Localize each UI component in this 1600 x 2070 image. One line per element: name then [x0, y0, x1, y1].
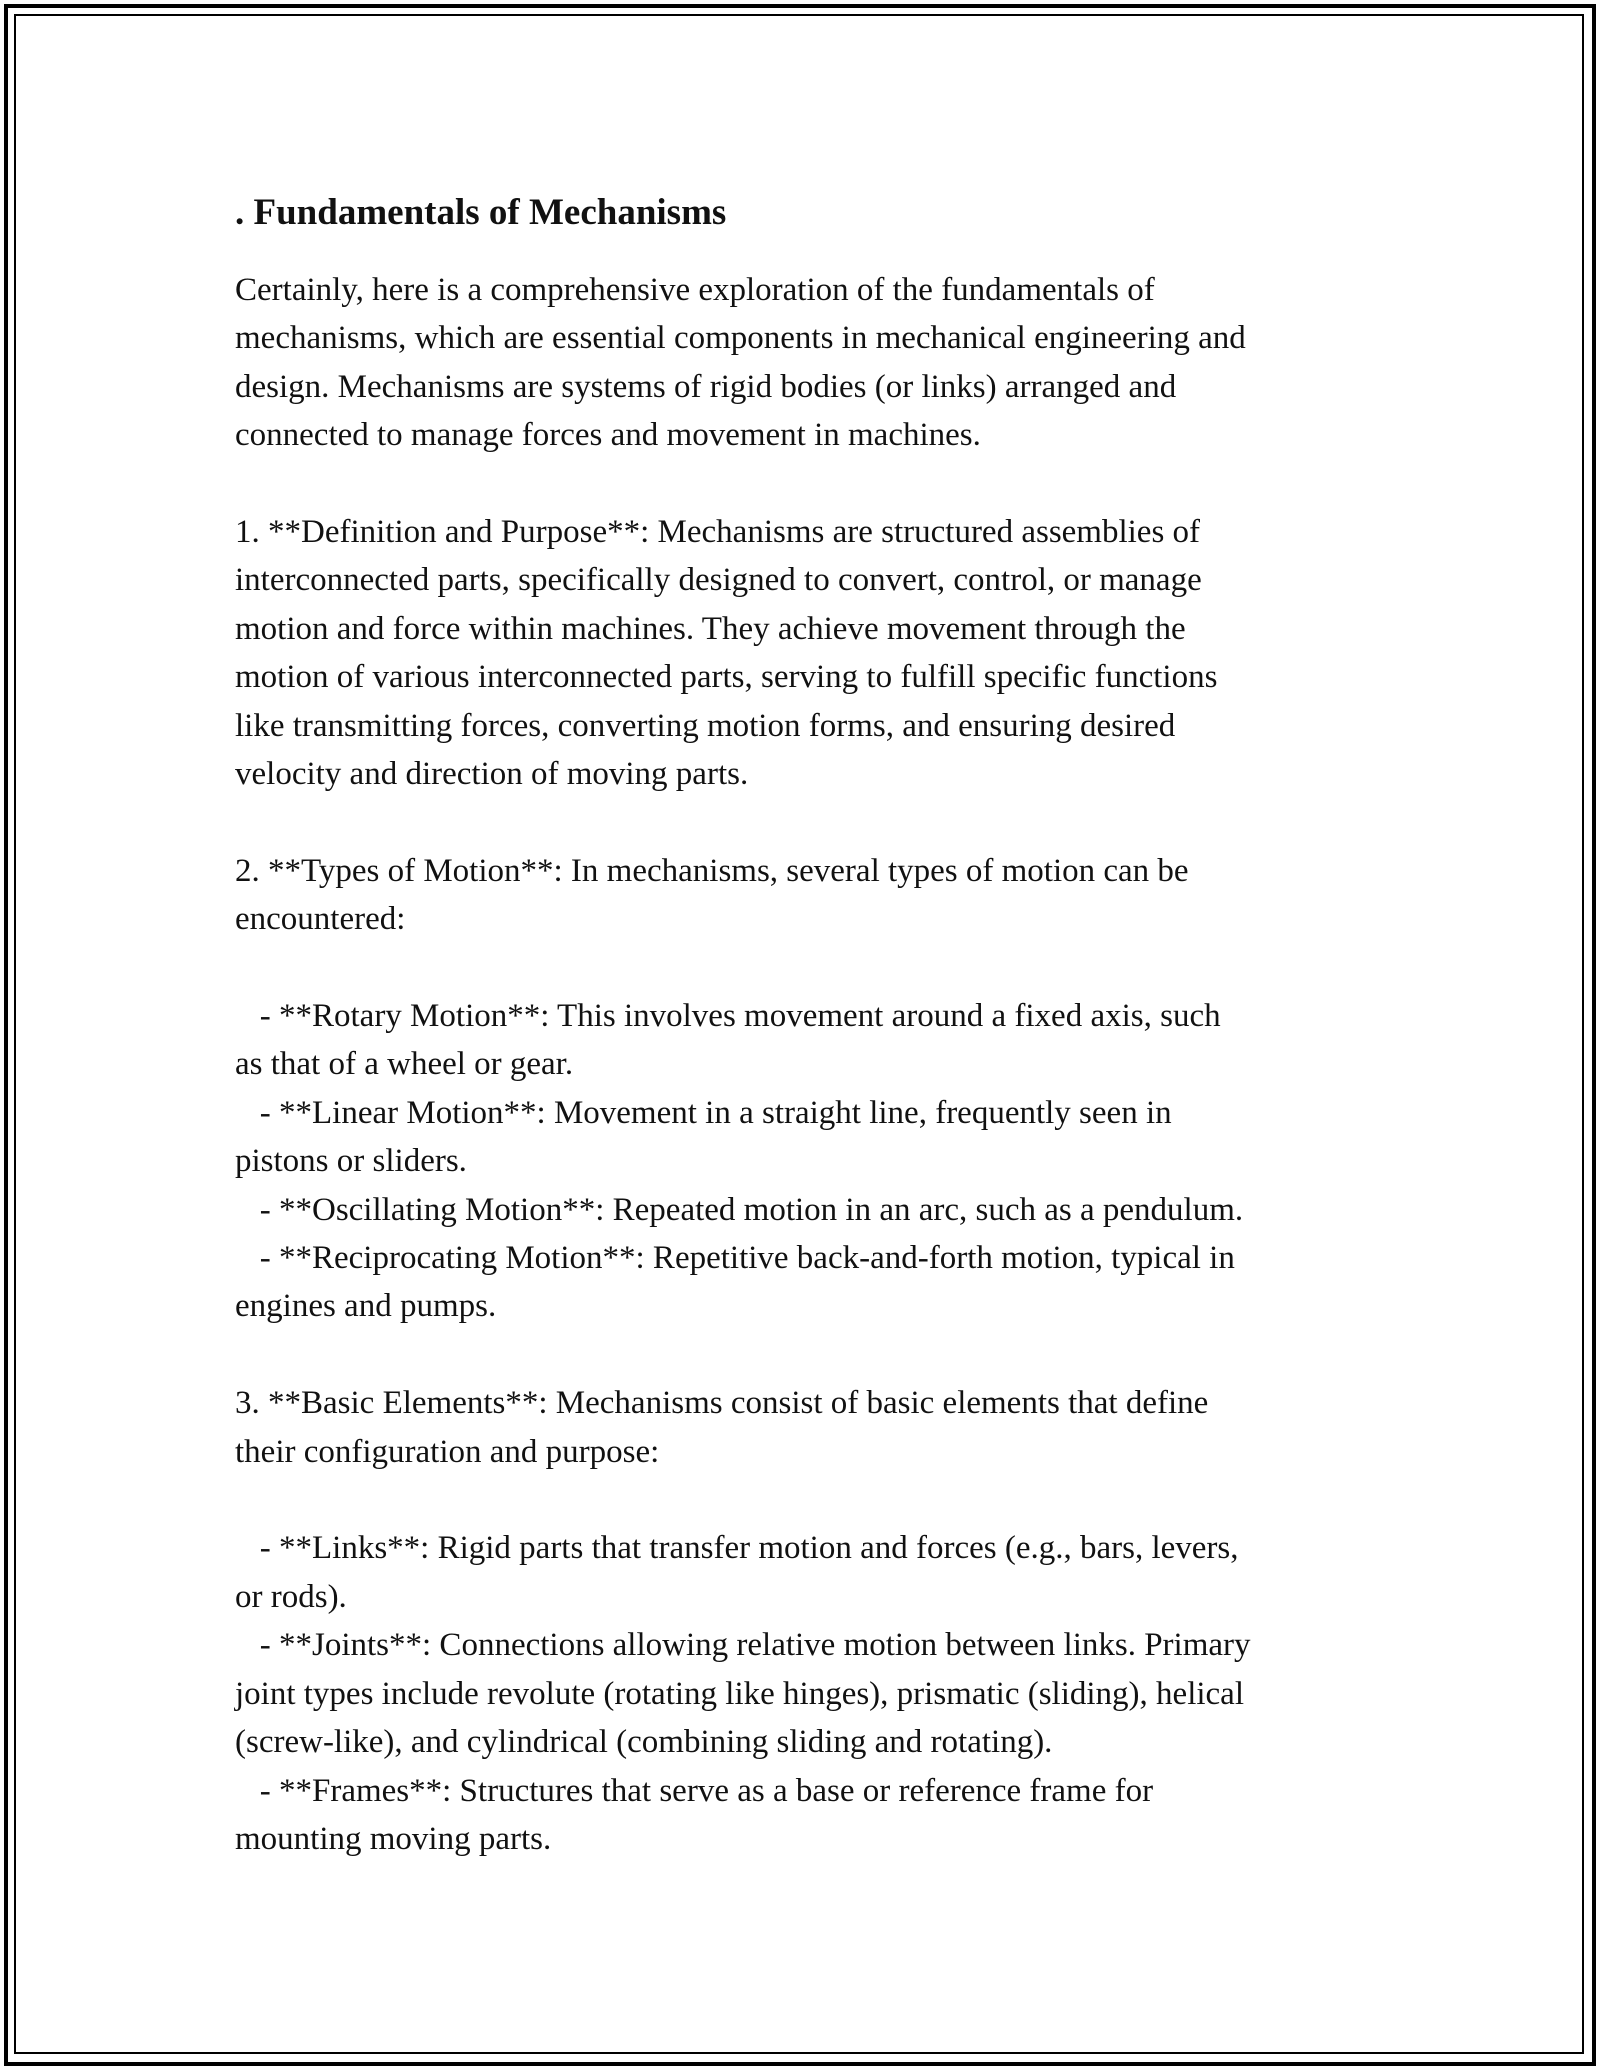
text-line: their configuration and purpose:: [235, 1433, 660, 1470]
list-item-line: - **Oscillating Motion**: Repeated motion in an arc, such as a pendulum.: [235, 1191, 1244, 1228]
document-title: . Fundamentals of Mechanisms: [235, 192, 727, 233]
list-item-line: - **Rotary Motion**: This involves movement around a fixed axis, such: [235, 998, 1221, 1035]
text-line: (screw-like), and cylindrical (combining sliding and rotating).: [235, 1724, 1053, 1761]
basic-elements-list: [235, 1524, 1395, 1863]
text-line: encountered:: [235, 901, 406, 938]
section-definition-purpose: [235, 508, 1395, 798]
text-line: 2. **Types of Motion**: In mechanisms, several types of motion can be: [235, 852, 1189, 889]
paragraph-gap: [235, 460, 1395, 508]
list-item-line: - **Reciprocating Motion**: Repetitive back-and-forth motion, typical in: [235, 1240, 1235, 1277]
section-basic-elements: [235, 1379, 1395, 1476]
text-line: or rods).: [235, 1578, 347, 1615]
text-line: motion of various interconnected parts, serving to fulfill specific functions: [235, 659, 1218, 696]
paragraph-gap: [235, 1331, 1395, 1379]
text-line: connected to manage forces and movement in machines.: [235, 417, 981, 454]
text-line: mounting moving parts.: [235, 1820, 552, 1857]
list-item-line: - **Joints**: Connections allowing relative motion between links. Primary: [235, 1627, 1251, 1664]
list-item-line: - **Frames**: Structures that serve as a base or reference frame for: [235, 1772, 1154, 1809]
text-line: like transmitting forces, converting motion forms, and ensuring desired: [235, 707, 1176, 744]
text-line: as that of a wheel or gear.: [235, 1046, 574, 1083]
paragraph-gap: [235, 798, 1395, 846]
text-line: motion and force within machines. They achieve movement through the: [235, 610, 1186, 647]
intro-paragraph: [235, 266, 1395, 460]
paragraph-gap: [235, 944, 1395, 992]
text-line: pistons or sliders.: [235, 1143, 467, 1180]
list-item-line: - **Linear Motion**: Movement in a straight line, frequently seen in: [235, 1094, 1172, 1131]
list-item-line: - **Links**: Rigid parts that transfer motion and forces (e.g., bars, levers,: [235, 1530, 1239, 1567]
text-line: interconnected parts, specifically designed to convert, control, or manage: [235, 562, 1202, 599]
document-body: [235, 186, 1395, 1863]
paragraph-gap: [235, 1476, 1395, 1524]
motion-types-list: [235, 992, 1395, 1331]
text-line: 1. **Definition and Purpose**: Mechanisms are structured assemblies of: [235, 514, 1201, 551]
text-line: Certainly, here is a comprehensive exploration of the fundamentals of: [235, 272, 1155, 308]
text-line: velocity and direction of moving parts.: [235, 756, 749, 793]
text-line: mechanisms, which are essential components in mechanical engineering and: [235, 320, 1246, 357]
text-line: joint types include revolute (rotating like hinges), prismatic (sliding), helical: [235, 1675, 1244, 1712]
section-types-of-motion: [235, 847, 1395, 944]
text-line: engines and pumps.: [235, 1288, 497, 1325]
text-line: 3. **Basic Elements**: Mechanisms consist of basic elements that define: [235, 1385, 1209, 1422]
text-line: design. Mechanisms are systems of rigid bodies (or links) arranged and: [235, 368, 1177, 405]
